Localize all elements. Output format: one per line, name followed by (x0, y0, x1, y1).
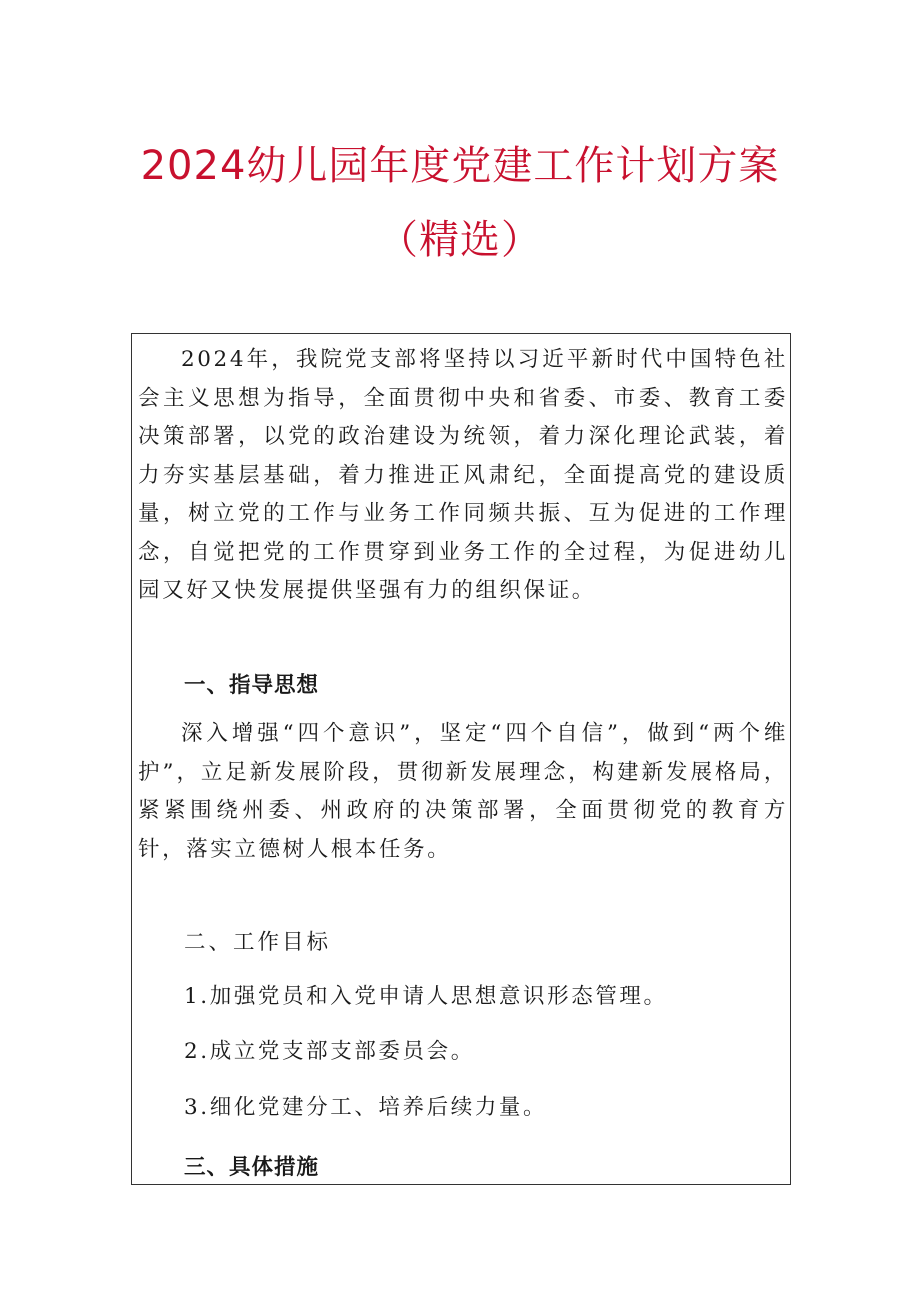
goal-item: 1.加强党员和入党申请人思想意识形态管理。 (184, 984, 668, 1009)
guide-paragraph: 深入增强“四个意识”，坚定“四个自信”，做到“两个维护”，立足新发展阶段，贯彻新发展理念，构建新发展格局，紧紧围绕州委、州政府的决策部署，全面贯彻党的教育方针，落实立德树人根本任务。 (138, 721, 788, 862)
section-heading-guide: 一、指导思想 (184, 673, 320, 698)
section-heading-goals: 二、工作目标 (184, 930, 332, 955)
intro-paragraph: 2024年，我院党支部将坚持以习近平新时代中国特色社会主义思想为指导，全面贯彻中央和省委、市委、教育工委决策部署，以党的政治建设为统领，着力深化理论武装，着力夯实基层基础，着力推进正风肃纪，全面提高党的建设质量，树立党的工作与业务工作同频共振、互为促进的工作理念，自觉把党的工作贯穿到业务工作的全过程，为促进幼儿园又好又快发展提供坚强有力的组织保证。 (138, 347, 788, 603)
section-heading-measures: 三、具体措施 (184, 1155, 320, 1180)
document-subtitle: （精选） (378, 217, 542, 263)
document-title: 2024幼儿园年度党建工作计划方案 (140, 143, 780, 189)
goal-item: 3.细化党建分工、培养后续力量。 (184, 1095, 548, 1120)
goal-item: 2.成立党支部支部委员会。 (184, 1039, 475, 1064)
